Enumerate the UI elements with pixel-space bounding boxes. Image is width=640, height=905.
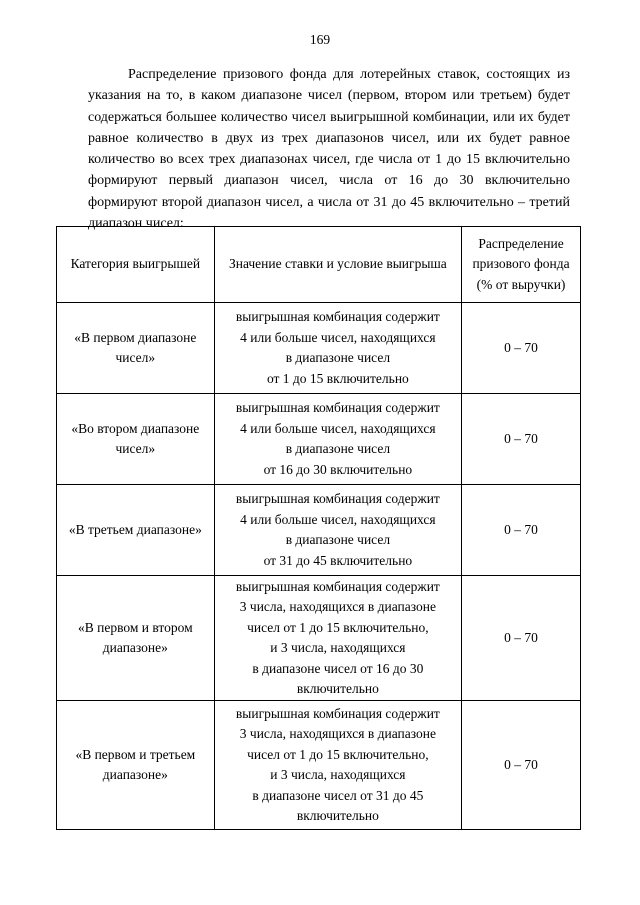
condition-line: в диапазоне чисел от 31 до 45 [252,787,424,803]
table-row [57,303,581,394]
distribution-cell: 0 – 70 [462,394,581,485]
condition-line: включительно [296,808,379,823]
category-cell: «В третьем диапазоне» [57,485,215,576]
distribution-cell: 0 – 70 [462,701,581,830]
condition-line: в диапазоне чисел [285,532,391,547]
condition-line: выигрышная комбинация содержит [235,491,440,506]
condition-line: 3 числа, находящихся в диапазоне [239,726,436,741]
condition-line: 4 или больше чисел, находящихся [240,420,436,436]
distribution-cell: 0 – 70 [462,303,581,394]
table-row [57,701,581,830]
condition-line: от 16 до 30 включительно [263,461,413,477]
table-row [57,394,581,485]
condition-line: в диапазоне чисел [285,350,391,365]
condition-line: чисел от 1 до 15 включительно, [247,746,429,762]
condition-line: включительно [296,681,379,696]
condition-line: выигрышная комбинация содержит [235,705,440,721]
table-row [57,485,581,576]
distribution-cell: 0 – 70 [462,576,581,701]
condition-line: 4 или больше чисел, находящихся [240,511,436,527]
condition-line: 4 или больше чисел, находящихся [240,329,436,345]
condition-line: выигрышная комбинация содержит [235,400,440,415]
condition-line: 3 числа, находящихся в диапазоне [239,599,436,614]
category-cell: «Во втором диапазоне чисел» [57,394,215,485]
condition-cell [214,485,461,576]
category-cell: «В первом и третьем диапазоне» [57,701,215,830]
condition-line: и 3 числа, находящихся [270,767,406,782]
table-row [57,576,581,701]
intro-paragraph: Распределение призового фонда для лотерейных ставок, состоящих из указания на то, в каком диапазоне чисел (первом, втором или третьем) будет содержаться большее количество чисел выигрышной комбинации, или их будет равное количество в двух из трех диапазонов чисел, или их будет равное количество во всех трех диапазонах чисел, где числа от 1 до 15 включительно формируют первый диапазон чисел, числа от 16 до 30 включительно формируют второй диапазон чисел, а числа от 31 до 45 включительно – третий диапазон чисел: [88,67,570,232]
page-number: 169 [309,32,331,47]
header-category: Категория выигрышей [57,227,215,303]
condition-line: от 1 до 15 включительно [266,370,409,386]
condition-line: выигрышная комбинация содержит [235,309,440,324]
category-cell: «В первом диапазоне чисел» [57,303,215,394]
condition-cell [214,394,461,485]
distribution-cell: 0 – 70 [462,485,581,576]
condition-line: выигрышная комбинация содержит [235,578,440,594]
condition-line: и 3 числа, находящихся [270,640,406,655]
category-cell: «В первом и втором диапазоне» [57,576,215,701]
header-distribution: Распределение призового фонда (% от выручки) [462,227,581,303]
condition-cell [214,576,461,701]
condition-line: в диапазоне чисел [285,441,391,456]
prize-distribution-table [56,226,581,830]
condition-cell [214,303,461,394]
table-header-row [57,227,581,303]
condition-line: чисел от 1 до 15 включительно, [247,619,429,635]
condition-line: от 31 до 45 включительно [263,552,413,568]
header-condition: Значение ставки и условие выигрыша [214,227,461,303]
condition-line: в диапазоне чисел от 16 до 30 [252,660,424,676]
condition-cell [214,701,461,830]
